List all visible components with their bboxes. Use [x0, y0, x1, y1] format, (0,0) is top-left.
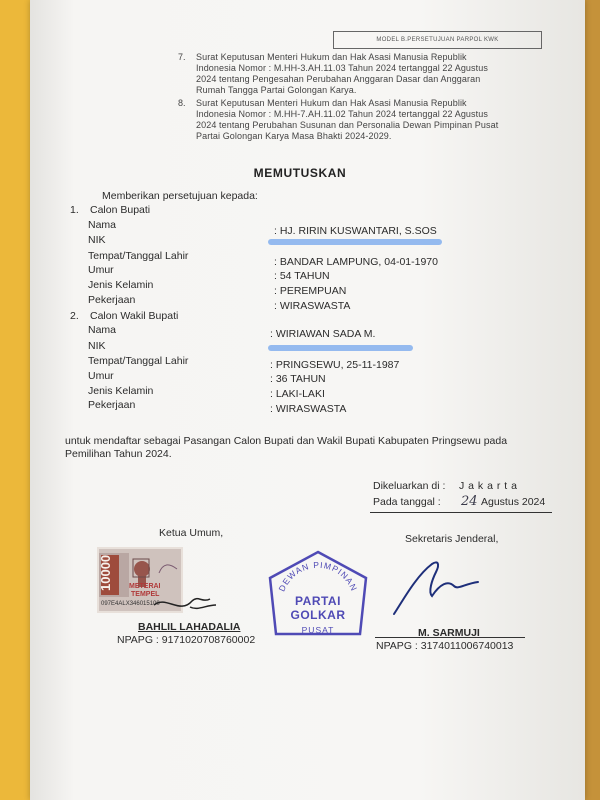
materai-label: TEMPEL: [131, 591, 160, 598]
field-value: : 54 TAHUN: [274, 270, 330, 282]
issued-date-label: Pada tanggal :: [373, 496, 441, 508]
field-label: NIK: [88, 234, 106, 246]
field-value-name: : HJ. RIRIN KUSWANTARI, S.SOS: [274, 225, 437, 237]
left-signer-name: BAHLIL LAHADALIA: [138, 621, 241, 633]
right-signature: [388, 554, 488, 624]
candidate-heading: Calon Wakil Bupati: [90, 310, 179, 322]
field-label: Umur: [88, 370, 114, 382]
materai-label: METERAI: [129, 583, 161, 590]
materai-serial: 097E4ALX346015100: [101, 601, 160, 607]
field-value: : WIRASWASTA: [270, 403, 347, 415]
consideration-line: 2024 tentang Pengesahan Perubahan Anggaran Dasar dan Anggaran: [196, 74, 481, 84]
right-signer-role: Sekretaris Jenderal,: [405, 533, 499, 545]
field-label: Pekerjaan: [88, 294, 136, 306]
svg-text:DEWAN PIMPINAN: [276, 560, 359, 593]
field-label: Umur: [88, 264, 114, 276]
field-label: NIK: [88, 340, 106, 352]
field-value: : BANDAR LAMPUNG, 04-01-1970: [274, 256, 438, 268]
consideration-line: Surat Keputusan Menteri Hukum dan Hak Asasi Manusia Republik: [196, 98, 467, 108]
right-signer-npapg: NPAPG : 3174011006740013: [376, 640, 514, 652]
purpose-line: untuk mendaftar sebagai Pasangan Calon Bupati dan Wakil Bupati Kabupaten Pringsewu pada: [65, 435, 508, 447]
field-label: Tempat/Tanggal Lahir: [88, 355, 189, 367]
field-label: Pekerjaan: [88, 399, 136, 411]
field-label: Jenis Kelamin: [88, 279, 154, 291]
purpose-line: Pemilihan Tahun 2024.: [65, 448, 172, 460]
consideration-line: Indonesia Nomor : M.HH-3.AH.11.03 Tahun 2024 tertanggal 22 Agustus: [196, 63, 488, 73]
field-value: : PRINGSEWU, 25-11-1987: [270, 359, 400, 371]
consideration-line: Surat Keputusan Menteri Hukum dan Hak Asasi Manusia Republik: [196, 52, 467, 62]
materai-value: 10000: [98, 554, 113, 591]
nik-redaction: [268, 239, 442, 245]
nik-redaction: [268, 345, 413, 351]
field-value-name: : WIRIAWAN SADA M.: [270, 328, 376, 340]
field-label: Nama: [88, 219, 117, 231]
consideration-line: 2024 tentang Perubahan Susunan dan Personalia Dewan Pimpinan Pusat: [196, 120, 499, 130]
field-value: : PEREMPUAN: [274, 285, 347, 297]
left-signer-role: Ketua Umum,: [159, 527, 224, 539]
field-value: : 36 TAHUN: [270, 373, 326, 385]
right-signer-name: M. SARMUJI: [418, 627, 480, 639]
field-label: Jenis Kelamin: [88, 385, 154, 397]
decision-title: MEMUTUSKAN: [253, 166, 347, 180]
field-label: Nama: [88, 324, 117, 336]
consideration-8: [196, 98, 498, 142]
field-value: : LAKI-LAKI: [270, 388, 325, 400]
consideration-7: [196, 52, 488, 96]
issued-day-handwritten: 24: [461, 494, 478, 509]
left-signer-npapg: NPAPG : 9171020708760002: [117, 634, 256, 646]
field-label: Tempat/Tanggal Lahir: [88, 250, 189, 262]
issued-underline: [370, 512, 552, 513]
candidate-heading: Calon Bupati: [90, 204, 151, 216]
intro-text: Memberikan persetujuan kepada:: [102, 190, 258, 202]
consideration-number: 8.: [178, 98, 186, 108]
candidate-number: 2.: [70, 310, 79, 322]
stamp-top-text: DEWAN PIMPINAN: [276, 559, 360, 593]
left-signature: [150, 585, 220, 625]
consideration-line: Indonesia Nomor : M.HH-7.AH.11.02 Tahun 2024 tertanggal 22 Agustus: [196, 109, 488, 119]
stamp-line2: GOLKAR: [290, 608, 346, 622]
stamp-bottom: PUSAT: [301, 625, 335, 635]
model-label: MODEL B.PERSETUJUAN PARPOL KWK: [333, 31, 542, 49]
consideration-number: 7.: [178, 52, 186, 62]
party-stamp: [266, 548, 370, 649]
field-value: : WIRASWASTA: [274, 300, 351, 312]
issued-date-rest: Agustus 2024: [481, 496, 546, 508]
stamp-line1: PARTAI: [295, 594, 341, 608]
issued-place-label: Dikeluarkan di :: [373, 480, 446, 492]
issued-place: J a k a r t a: [459, 480, 518, 492]
candidate-number: 1.: [70, 204, 79, 216]
consideration-line: Partai Golongan Karya Masa Bhakti 2024-2029.: [196, 131, 392, 141]
consideration-line: Rumah Tangga Partai Golongan Karya.: [196, 85, 357, 95]
